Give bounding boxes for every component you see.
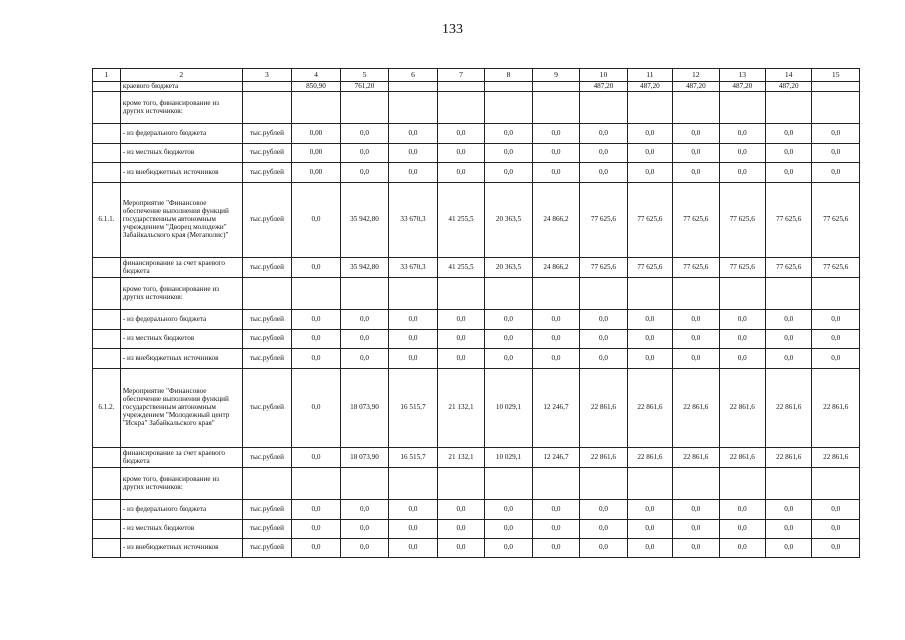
value-cell: 0,0	[340, 163, 389, 183]
value-cell: 0,0	[627, 144, 672, 163]
value-cell: 0,0	[719, 539, 765, 558]
value-cell: 0,0	[340, 500, 389, 520]
header-cell: 14	[766, 69, 812, 82]
value-cell: 0,0	[389, 349, 438, 369]
value-cell: 0,0	[673, 539, 719, 558]
value-cell: 850,90	[292, 82, 341, 92]
column-number-header	[93, 69, 860, 82]
row-name-cell: краевого бюджета	[120, 82, 242, 92]
row-name-cell: Мероприятие "Финансовое обеспечение выполнения функций государственным автономным учреждением "Дворец молодежи" Забайкальского края (Мегаполис)"	[120, 183, 242, 258]
row-code-cell: 6.1.1.	[93, 183, 121, 258]
header-cell: 2	[120, 69, 242, 82]
unit-cell	[242, 92, 292, 124]
value-cell	[812, 82, 860, 92]
value-cell: 0,0	[292, 183, 341, 258]
value-cell	[389, 92, 438, 124]
value-cell: 0,0	[485, 144, 532, 163]
unit-cell: тыс.рублей	[242, 258, 292, 278]
value-cell: 0,0	[532, 539, 579, 558]
value-cell: 0,0	[766, 144, 812, 163]
value-cell: 35 942,80	[340, 183, 389, 258]
value-cell: 22 861,6	[719, 369, 765, 448]
value-cell: 0,0	[766, 310, 812, 330]
value-cell	[766, 92, 812, 124]
value-cell: 22 861,6	[812, 369, 860, 448]
table-row	[93, 278, 860, 310]
header-cell: 1	[93, 69, 121, 82]
value-cell: 0,0	[437, 349, 484, 369]
row-name-cell: кроме того, финансирование из других источников:	[120, 468, 242, 500]
value-cell: 0,0	[812, 539, 860, 558]
value-cell: 0,0	[437, 310, 484, 330]
unit-cell	[242, 468, 292, 500]
value-cell: 487,20	[580, 82, 627, 92]
value-cell: 0,0	[485, 349, 532, 369]
value-cell	[812, 278, 860, 310]
row-name-cell: - из внебюджетных источников	[120, 539, 242, 558]
value-cell: 0,0	[340, 349, 389, 369]
value-cell: 0,0	[812, 163, 860, 183]
value-cell: 0,0	[437, 500, 484, 520]
value-cell: 0,0	[292, 330, 341, 349]
value-cell: 0,0	[292, 369, 341, 448]
value-cell: 12 246,7	[532, 369, 579, 448]
value-cell: 0,0	[627, 310, 672, 330]
value-cell: 77 625,6	[719, 183, 765, 258]
value-cell	[627, 92, 672, 124]
table-row	[93, 500, 860, 520]
table-row	[93, 520, 860, 539]
value-cell: 18 073,90	[340, 369, 389, 448]
row-name-cell: - из местных бюджетов	[120, 144, 242, 163]
value-cell	[766, 278, 812, 310]
value-cell	[580, 92, 627, 124]
value-cell: 0,0	[673, 520, 719, 539]
row-name-cell: - из местных бюджетов	[120, 330, 242, 349]
value-cell: 0,0	[292, 310, 341, 330]
row-name-cell: Мероприятие "Финансовое обеспечение выполнения функций государственным автономным учреждением "Молодежный центр "Искра" Забайкальского края"	[120, 369, 242, 448]
value-cell: 0,0	[673, 163, 719, 183]
value-cell	[766, 468, 812, 500]
row-code-cell	[93, 163, 121, 183]
row-name-cell: кроме того, финансирование из других источников:	[120, 92, 242, 124]
value-cell: 22 861,6	[627, 369, 672, 448]
value-cell: 33 670,3	[389, 258, 438, 278]
value-cell	[719, 278, 765, 310]
header-cell: 10	[580, 69, 627, 82]
table-row	[93, 539, 860, 558]
value-cell: 0,0	[389, 330, 438, 349]
value-cell: 77 625,6	[673, 258, 719, 278]
table-row	[93, 448, 860, 468]
value-cell: 0,0	[673, 144, 719, 163]
value-cell: 0,0	[580, 330, 627, 349]
value-cell: 0,0	[292, 448, 341, 468]
value-cell: 21 132,1	[437, 448, 484, 468]
value-cell: 0,0	[627, 330, 672, 349]
value-cell: 0,00	[292, 163, 341, 183]
value-cell: 16 515,7	[389, 448, 438, 468]
value-cell: 0,0	[389, 310, 438, 330]
table-row	[93, 163, 860, 183]
value-cell: 41 255,5	[437, 183, 484, 258]
value-cell: 0,0	[437, 520, 484, 539]
table-row	[93, 144, 860, 163]
value-cell: 0,0	[340, 310, 389, 330]
value-cell: 16 515,7	[389, 369, 438, 448]
value-cell: 0,0	[766, 539, 812, 558]
value-cell: 22 861,6	[580, 448, 627, 468]
value-cell: 41 255,5	[437, 258, 484, 278]
value-cell: 487,20	[719, 82, 765, 92]
row-name-cell: финансирование за счет краевого бюджета	[120, 258, 242, 278]
value-cell	[437, 468, 484, 500]
table-row	[93, 183, 860, 258]
value-cell	[340, 278, 389, 310]
value-cell: 0,0	[437, 330, 484, 349]
value-cell	[437, 92, 484, 124]
row-code-cell	[93, 330, 121, 349]
value-cell	[532, 278, 579, 310]
row-name-cell: финансирование за счет краевого бюджета	[120, 448, 242, 468]
value-cell	[627, 468, 672, 500]
value-cell: 24 866,2	[532, 183, 579, 258]
value-cell: 0,0	[292, 539, 341, 558]
table-body	[93, 69, 860, 558]
value-cell: 0,00	[292, 144, 341, 163]
value-cell: 0,0	[627, 520, 672, 539]
unit-cell: тыс.рублей	[242, 500, 292, 520]
value-cell: 0,0	[389, 144, 438, 163]
value-cell: 0,0	[580, 349, 627, 369]
value-cell	[580, 278, 627, 310]
row-code-cell	[93, 468, 121, 500]
value-cell: 0,0	[292, 349, 341, 369]
value-cell	[719, 92, 765, 124]
header-cell: 7	[437, 69, 484, 82]
value-cell: 77 625,6	[627, 183, 672, 258]
value-cell: 0,0	[627, 500, 672, 520]
unit-cell: тыс.рублей	[242, 539, 292, 558]
value-cell: 22 861,6	[812, 448, 860, 468]
value-cell: 0,0	[719, 163, 765, 183]
row-code-cell	[93, 310, 121, 330]
unit-cell: тыс.рублей	[242, 163, 292, 183]
value-cell: 22 861,6	[673, 448, 719, 468]
table-row	[93, 330, 860, 349]
value-cell: 0,0	[389, 500, 438, 520]
value-cell: 0,0	[485, 520, 532, 539]
value-cell: 0,0	[340, 144, 389, 163]
value-cell	[532, 468, 579, 500]
table-row	[93, 92, 860, 124]
header-cell: 4	[292, 69, 341, 82]
row-code-cell	[93, 258, 121, 278]
row-code-cell	[93, 278, 121, 310]
value-cell	[437, 278, 484, 310]
value-cell: 0,00	[292, 124, 341, 144]
value-cell: 0,0	[673, 124, 719, 144]
value-cell: 0,0	[627, 124, 672, 144]
value-cell: 0,0	[437, 124, 484, 144]
row-name-cell: - из федерального бюджета	[120, 500, 242, 520]
value-cell: 0,0	[437, 144, 484, 163]
value-cell	[673, 92, 719, 124]
row-name-cell: - из местных бюджетов	[120, 520, 242, 539]
value-cell: 0,0	[766, 163, 812, 183]
value-cell	[485, 278, 532, 310]
budget-table	[92, 68, 860, 558]
value-cell: 0,0	[485, 539, 532, 558]
unit-cell: тыс.рублей	[242, 330, 292, 349]
value-cell: 0,0	[532, 500, 579, 520]
value-cell	[719, 468, 765, 500]
table-row	[93, 258, 860, 278]
value-cell: 0,0	[719, 124, 765, 144]
row-code-cell	[93, 82, 121, 92]
value-cell: 22 861,6	[627, 448, 672, 468]
table-row	[93, 369, 860, 448]
value-cell: 0,0	[485, 500, 532, 520]
value-cell: 0,0	[673, 330, 719, 349]
row-name-cell: - из федерального бюджета	[120, 310, 242, 330]
value-cell: 0,0	[580, 163, 627, 183]
value-cell: 24 866,2	[532, 258, 579, 278]
value-cell: 35 942,80	[340, 258, 389, 278]
unit-cell: тыс.рублей	[242, 144, 292, 163]
value-cell: 0,0	[719, 520, 765, 539]
value-cell: 0,0	[812, 330, 860, 349]
value-cell: 77 625,6	[719, 258, 765, 278]
value-cell: 0,0	[673, 500, 719, 520]
value-cell: 0,0	[719, 310, 765, 330]
row-code-cell	[93, 92, 121, 124]
value-cell: 22 861,6	[580, 369, 627, 448]
value-cell: 0,0	[673, 310, 719, 330]
table-row	[93, 124, 860, 144]
row-code-cell	[93, 448, 121, 468]
value-cell: 77 625,6	[766, 258, 812, 278]
value-cell: 0,0	[292, 520, 341, 539]
value-cell: 0,0	[766, 330, 812, 349]
value-cell	[673, 278, 719, 310]
header-cell: 15	[812, 69, 860, 82]
value-cell: 21 132,1	[437, 369, 484, 448]
value-cell: 0,0	[292, 258, 341, 278]
value-cell: 0,0	[580, 144, 627, 163]
value-cell: 77 625,6	[627, 258, 672, 278]
value-cell: 0,0	[532, 144, 579, 163]
value-cell: 0,0	[532, 310, 579, 330]
value-cell: 22 861,6	[673, 369, 719, 448]
header-cell: 13	[719, 69, 765, 82]
value-cell: 0,0	[719, 144, 765, 163]
unit-cell: тыс.рублей	[242, 349, 292, 369]
header-cell: 5	[340, 69, 389, 82]
header-cell: 12	[673, 69, 719, 82]
header-cell: 9	[532, 69, 579, 82]
row-name-cell: - из федерального бюджета	[120, 124, 242, 144]
unit-cell: тыс.рублей	[242, 183, 292, 258]
value-cell: 0,0	[485, 163, 532, 183]
value-cell: 0,0	[766, 520, 812, 539]
row-code-cell	[93, 144, 121, 163]
value-cell: 0,0	[766, 349, 812, 369]
value-cell: 0,0	[812, 310, 860, 330]
value-cell	[485, 468, 532, 500]
page-number: 133	[442, 22, 463, 37]
table-row	[93, 310, 860, 330]
value-cell: 77 625,6	[812, 258, 860, 278]
value-cell: 22 861,6	[719, 448, 765, 468]
value-cell: 77 625,6	[580, 183, 627, 258]
value-cell: 487,20	[627, 82, 672, 92]
unit-cell	[242, 82, 292, 92]
value-cell: 0,0	[485, 330, 532, 349]
value-cell: 0,0	[673, 349, 719, 369]
value-cell: 0,0	[580, 310, 627, 330]
value-cell: 0,0	[719, 349, 765, 369]
value-cell	[627, 278, 672, 310]
value-cell: 33 670,3	[389, 183, 438, 258]
value-cell: 10 029,1	[485, 369, 532, 448]
value-cell: 487,20	[766, 82, 812, 92]
value-cell	[340, 92, 389, 124]
unit-cell: тыс.рублей	[242, 448, 292, 468]
value-cell: 0,0	[532, 520, 579, 539]
value-cell: 77 625,6	[812, 183, 860, 258]
unit-cell: тыс.рублей	[242, 310, 292, 330]
value-cell: 20 363,5	[485, 258, 532, 278]
value-cell: 0,0	[812, 349, 860, 369]
value-cell: 0,0	[340, 330, 389, 349]
value-cell: 0,0	[389, 520, 438, 539]
value-cell: 0,0	[719, 500, 765, 520]
value-cell	[485, 92, 532, 124]
header-cell: 3	[242, 69, 292, 82]
value-cell	[292, 278, 341, 310]
unit-cell: тыс.рублей	[242, 520, 292, 539]
value-cell: 0,0	[437, 539, 484, 558]
value-cell: 487,20	[673, 82, 719, 92]
value-cell: 0,0	[580, 520, 627, 539]
value-cell: 0,0	[485, 124, 532, 144]
value-cell: 0,0	[532, 124, 579, 144]
value-cell: 0,0	[532, 163, 579, 183]
value-cell	[340, 468, 389, 500]
value-cell: 0,0	[340, 124, 389, 144]
value-cell: 77 625,6	[766, 183, 812, 258]
value-cell: 0,0	[627, 539, 672, 558]
value-cell: 77 625,6	[580, 258, 627, 278]
row-name-cell: - из внебюджетных источников	[120, 349, 242, 369]
row-code-cell	[93, 539, 121, 558]
row-name-cell: - из внебюджетных источников	[120, 163, 242, 183]
value-cell: 22 861,6	[766, 448, 812, 468]
table-row	[93, 468, 860, 500]
value-cell: 0,0	[812, 500, 860, 520]
value-cell: 0,0	[389, 124, 438, 144]
row-code-cell	[93, 124, 121, 144]
value-cell: 20 363,5	[485, 183, 532, 258]
row-code-cell	[93, 349, 121, 369]
value-cell: 0,0	[292, 500, 341, 520]
value-cell: 0,0	[340, 539, 389, 558]
value-cell: 0,0	[580, 124, 627, 144]
unit-cell	[242, 278, 292, 310]
row-code-cell	[93, 500, 121, 520]
value-cell: 0,0	[437, 163, 484, 183]
value-cell	[580, 468, 627, 500]
table-row	[93, 82, 860, 92]
value-cell	[389, 468, 438, 500]
value-cell: 761,20	[340, 82, 389, 92]
table-row	[93, 349, 860, 369]
header-cell: 11	[627, 69, 672, 82]
value-cell	[389, 278, 438, 310]
value-cell: 0,0	[580, 500, 627, 520]
value-cell: 0,0	[627, 163, 672, 183]
row-name-cell: кроме того, финансирование из других источников:	[120, 278, 242, 310]
value-cell	[292, 468, 341, 500]
value-cell: 0,0	[627, 349, 672, 369]
value-cell: 0,0	[812, 124, 860, 144]
value-cell: 12 246,7	[532, 448, 579, 468]
value-cell	[673, 468, 719, 500]
header-cell: 8	[485, 69, 532, 82]
value-cell: 0,0	[812, 144, 860, 163]
value-cell: 0,0	[532, 330, 579, 349]
value-cell: 0,0	[580, 539, 627, 558]
value-cell	[292, 92, 341, 124]
value-cell: 0,0	[812, 520, 860, 539]
value-cell: 0,0	[532, 349, 579, 369]
value-cell	[532, 92, 579, 124]
value-cell: 0,0	[389, 163, 438, 183]
value-cell	[485, 82, 532, 92]
row-code-cell: 6.1.2.	[93, 369, 121, 448]
unit-cell: тыс.рублей	[242, 369, 292, 448]
value-cell	[812, 92, 860, 124]
value-cell: 0,0	[766, 124, 812, 144]
value-cell	[437, 82, 484, 92]
header-cell: 6	[389, 69, 438, 82]
value-cell: 0,0	[340, 520, 389, 539]
value-cell: 0,0	[766, 500, 812, 520]
value-cell	[812, 468, 860, 500]
value-cell: 18 073,90	[340, 448, 389, 468]
value-cell	[532, 82, 579, 92]
value-cell: 77 625,6	[673, 183, 719, 258]
row-code-cell	[93, 520, 121, 539]
value-cell: 0,0	[389, 539, 438, 558]
value-cell: 22 861,6	[766, 369, 812, 448]
value-cell	[389, 82, 438, 92]
value-cell: 10 029,1	[485, 448, 532, 468]
value-cell: 0,0	[719, 330, 765, 349]
unit-cell: тыс.рублей	[242, 124, 292, 144]
value-cell: 0,0	[485, 310, 532, 330]
